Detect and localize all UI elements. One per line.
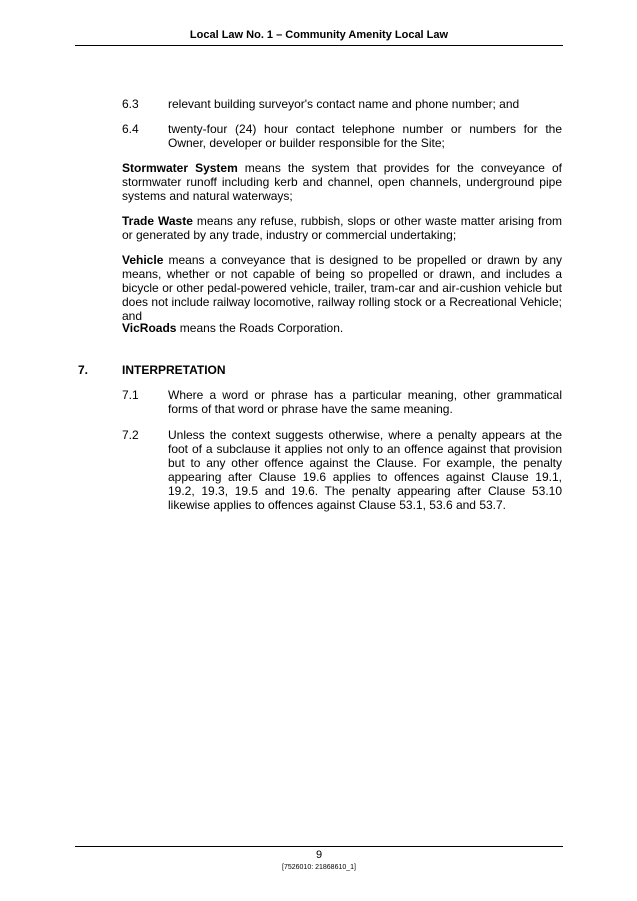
definition-body: means the Roads Corporation. xyxy=(176,321,344,335)
definition-stormwater-system xyxy=(122,161,562,203)
clause-number-7-1: 7.1 xyxy=(122,388,139,402)
header-divider xyxy=(75,45,563,46)
item-number-6-3: 6.3 xyxy=(122,97,139,111)
definition-term: Trade Waste xyxy=(122,214,193,228)
definition-vehicle xyxy=(122,253,562,323)
item-text-6-3: relevant building surveyor's contact name and phone number; and xyxy=(168,97,520,111)
section-number: 7. xyxy=(78,363,89,377)
footer-divider xyxy=(75,846,563,847)
clause-text-7-2: Unless the context suggests otherwise, where a penalty appears at the foot of a subclause it applies not only to an offence against that provision but to any other offence against the Clause. For example, the penalty appearing after Clause 19.6 applies to offences against Clause 19.1, 19.2, 19.3, 19.5 and 19.6. The penalty appearing after Clause 53.10 likewise applies to offences against Clause 53.1, 53.6 and 53.7. xyxy=(168,428,562,512)
definition-body: means any refuse, rubbish, slops or other waste matter arising from or generated by any trade, industry or commercial undertaking; xyxy=(122,214,563,242)
definition-term: Vehicle xyxy=(122,253,164,267)
section-heading: INTERPRETATION xyxy=(122,363,226,377)
item-text-6-4: twenty-four (24) hour contact telephone number or numbers for the Owner, developer or builder responsible for the Site; xyxy=(168,122,562,150)
document-reference: [7526010: 21868610_1] xyxy=(282,864,356,871)
item-number-6-4: 6.4 xyxy=(122,122,139,136)
definition-trade-waste xyxy=(122,214,562,242)
definition-body: means a conveyance that is designed to be propelled or drawn by any means, whether or not capable of being so propelled or drawn, and includes a bicycle or other pedal-powered vehicle, trailer, tram-car and air-cushion vehicle but does not include railway locomotive, railway rolling stock or a Recreational Vehicle; and xyxy=(122,253,562,323)
clause-text-7-1: Where a word or phrase has a particular meaning, other grammatical forms of that word or phrase have the same meaning. xyxy=(168,388,562,416)
clause-number-7-2: 7.2 xyxy=(122,428,139,442)
running-header: Local Law No. 1 – Community Amenity Local Law xyxy=(189,29,449,41)
page-number: 9 xyxy=(315,849,323,861)
definition-term: Stormwater System xyxy=(122,161,238,175)
definition-vicroads xyxy=(122,321,562,335)
definition-body: means the system that provides for the conveyance of stormwater runoff including kerb and channel, open channels, underground pipe systems and natural waterways; xyxy=(122,161,562,203)
definition-term: VicRoads xyxy=(122,321,177,335)
